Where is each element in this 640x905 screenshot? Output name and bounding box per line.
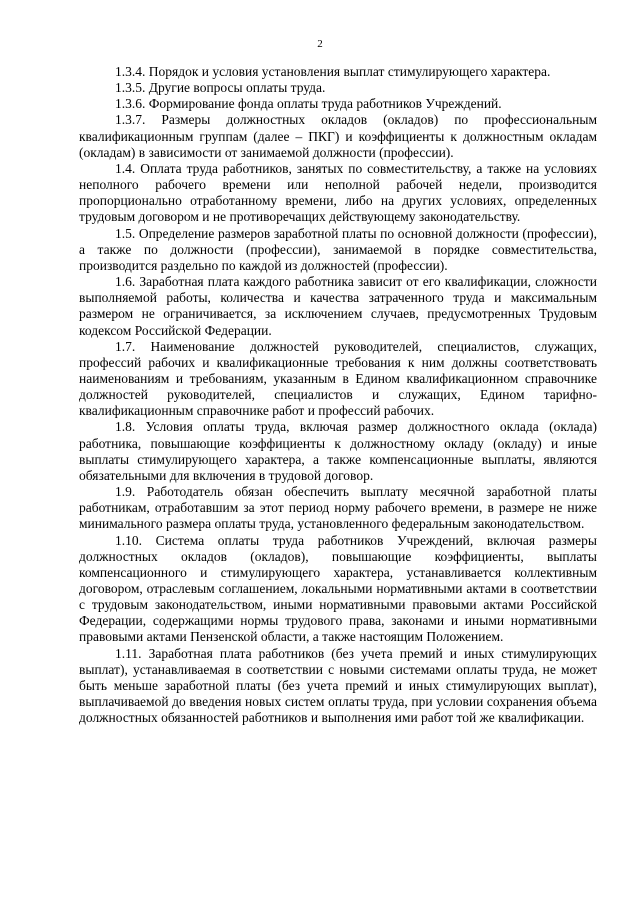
paragraph-1-10: 1.10. Система оплаты труда работников Учреждений, включая размеры должностных окладов (окладов), повышающие коэффициенты, выплаты компенсационного и стимулирующего характера, устанавливается коллективным договором, отраслевым соглашением, локальными нормативными актами в соответствии с трудовым законодательством, иными нормативными правовыми актами Российской Федерации, содержащими нормы трудового права, законами и иными нормативными правовыми актами Пензенской области, а также настоящим Положением. <box>79 532 597 645</box>
paragraph-1-3-5: 1.3.5. Другие вопросы оплаты труда. <box>115 80 326 96</box>
paragraph-1-3-6: 1.3.6. Формирование фонда оплаты труда работников Учреждений. <box>115 96 502 112</box>
paragraph-1-4: 1.4. Оплата труда работников, занятых по совместительству, а также на условиях неполного рабочего времени или неполной рабочей недели, производится пропорционально отработанному времени, либо на других условиях, определенных трудовым договором и не противоречащих действующему законодательству. <box>79 160 597 225</box>
paragraph-1-5: 1.5. Определение размеров заработной платы по основной должности (профессии), а также по должности (профессии), занимаемой в порядке совместительства, производится раздельно по каждой из должностей (профессии). <box>79 225 597 273</box>
document-body <box>79 64 597 726</box>
paragraph-1-8: 1.8. Условия оплаты труда, включая размер должностного оклада (оклада) работника, повышающие коэффициенты к должностному окладу (окладу) и иные выплаты стимулирующего характера, а также компенсационные выплаты, являются обязательными для включения в трудовой договор. <box>79 419 597 483</box>
paragraph-1-7: 1.7. Наименование должностей руководителей, специалистов, служащих, профессий рабочих и квалификационные требования к ним должны соответствовать наименованиям и требованиям, указанным в Едином квалификационном справочнике должностей руководителей, специалистов и служащих, Едином тарифно-квалификационным справочнике работ и профессий рабочих. <box>79 338 597 419</box>
paragraph-1-11: 1.11. Заработная плата работников (без учета премий и иных стимулирующих выплат), устанавливаемая в соответствии с новыми системами оплаты труда, не может быть меньше заработной платы (без учета премий и иных стимулирующих выплат), выплачиваемой до введения новых систем оплаты труда, при условии сохранения объема должностных обязанностей работников и выполнения ими работ той же квалификации. <box>79 645 597 726</box>
paragraph-1-9: 1.9. Работодатель обязан обеспечить выплату месячной заработной платы работникам, отработавшим за этот период норму рабочего времени, в размере не ниже минимального размера оплаты труда, установленного федеральным законодательством. <box>79 484 597 532</box>
paragraph-1-3-7: 1.3.7. Размеры должностных окладов (окладов) по профессиональным квалификационным группам (далее – ПКГ) и коэффициенты к должностным окладам (окладам) в зависимости от занимаемой должности (профессии). <box>79 112 597 160</box>
paragraph-1-3-4: 1.3.4. Порядок и условия установления выплат стимулирующего характера. <box>115 64 551 79</box>
page-number: 2 <box>317 38 323 50</box>
paragraph-1-6: 1.6. Заработная плата каждого работника зависит от его квалификации, сложности выполняемой работы, количества и качества затраченного труда и максимальным размером не ограничивается, за исключением случаев, предусмотренных Трудовым кодексом Российской Федерации. <box>79 274 597 338</box>
